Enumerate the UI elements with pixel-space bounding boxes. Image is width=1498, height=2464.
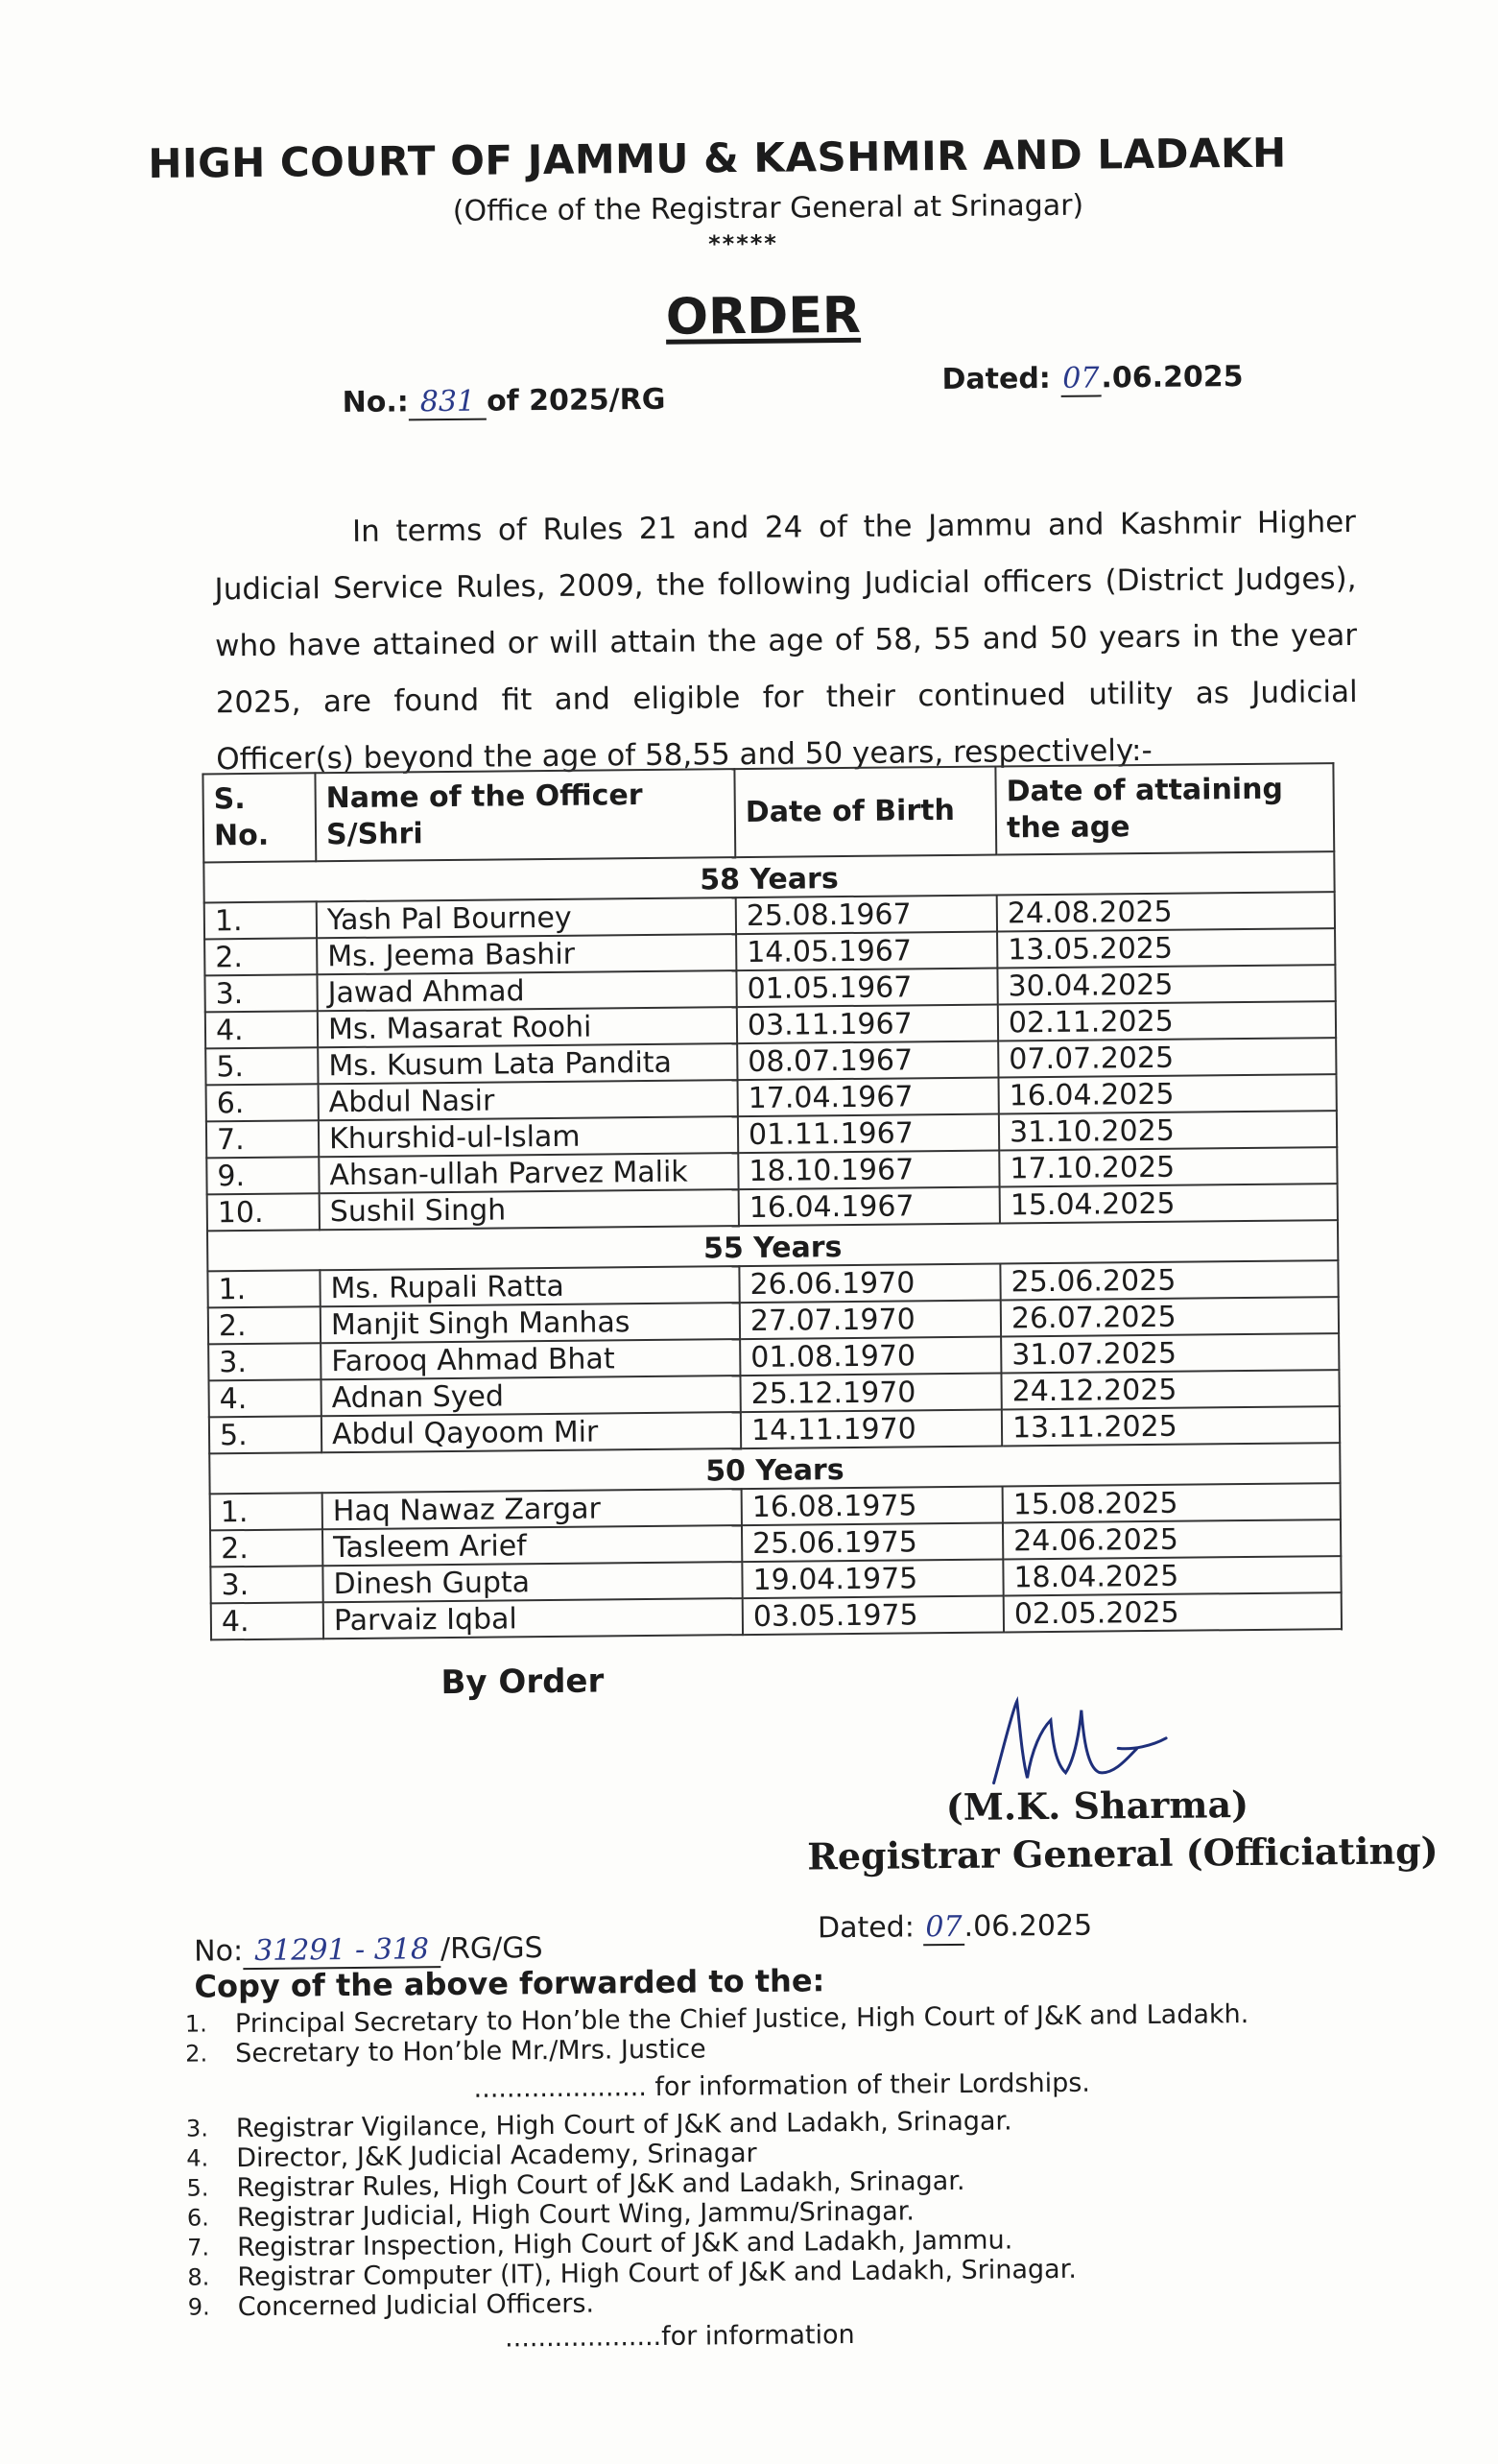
- cell-sno: 7.: [206, 1120, 319, 1158]
- cell-name: Tasleem Arief: [322, 1525, 742, 1566]
- cell-dob: 03.11.1967: [737, 1004, 998, 1043]
- list-item-number: 3.: [185, 2115, 209, 2142]
- stars-divider: *****: [708, 229, 779, 258]
- forward-number-label: No:: [194, 1934, 244, 1969]
- group-label: 58 Years: [203, 851, 1334, 902]
- cell-sno: 4.: [205, 1011, 318, 1048]
- forward-date-rest: .06.2025: [963, 1908, 1093, 1944]
- order-number: [343, 383, 666, 421]
- cell-dob: 14.05.1967: [736, 931, 997, 970]
- cell-sno: 5.: [209, 1416, 321, 1453]
- forward-number: [194, 1931, 543, 1970]
- cell-sno: 3.: [204, 974, 317, 1012]
- cell-dob: 01.08.1970: [740, 1336, 1001, 1376]
- cell-name: Ms. Rupali Ratta: [320, 1266, 739, 1306]
- list-item-number: 1.: [184, 2010, 207, 2038]
- list-item-text: Registrar Vigilance, High Court of J&K and Ladakh, Srinagar.: [235, 2106, 1012, 2144]
- cell-dob: 01.11.1967: [738, 1113, 999, 1153]
- cell-attain: 16.04.2025: [999, 1074, 1337, 1113]
- signatory-designation: Registrar General (Officiating): [807, 1829, 1439, 1878]
- cell-dob: 16.04.1967: [739, 1186, 1000, 1226]
- cell-dob: 25.12.1970: [740, 1373, 1001, 1412]
- cell-dob: 17.04.1967: [738, 1077, 999, 1116]
- cell-attain: 17.10.2025: [999, 1147, 1337, 1186]
- cell-name: Sushil Singh: [320, 1189, 739, 1230]
- signature-mark: [974, 1689, 1205, 1797]
- copy-forward-footer: ...................for information: [504, 2319, 855, 2354]
- cell-name: Dinesh Gupta: [322, 1562, 742, 1602]
- header-dob: Date of Birth: [734, 767, 996, 858]
- order-body-paragraph: In terms of Rules 21 and 24 of the Jammu and Kashmir Higher Judicial Service Rules, 2009, the following Judicial officers (District Judges), who have attained or will attain the age of 58, 55 and 50 years in the year 2025, are found fit and eligible for their continued utility as Judicial Officer(s) beyond the age of 58,55 and 50 years, respectively:-: [214, 504, 1358, 777]
- list-item-number: 6.: [186, 2204, 209, 2232]
- cell-name: Ms. Masarat Roohi: [318, 1007, 737, 1047]
- cell-sno: 2.: [210, 1529, 322, 1567]
- cell-dob: 18.10.1967: [738, 1150, 999, 1189]
- court-title: HIGH COURT OF JAMMU & KASHMIR AND LADAKH: [148, 129, 1287, 187]
- cell-attain: 31.07.2025: [1001, 1333, 1339, 1373]
- cell-attain: 31.10.2025: [999, 1111, 1337, 1150]
- header-attain: Date of attaining the age: [995, 763, 1334, 854]
- cell-name: Farooq Ahmad Bhat: [321, 1339, 740, 1379]
- cell-sno: 9.: [206, 1157, 319, 1194]
- cell-name: Abdul Nasir: [319, 1080, 738, 1120]
- copy-forward-heading: Copy of the above forwarded to the:: [194, 1962, 825, 2005]
- by-order-text: By Order: [440, 1662, 605, 1703]
- cell-name: Yash Pal Bourney: [317, 897, 736, 938]
- list-item-continuation: ..................... for information of their Lordships.: [473, 2068, 1091, 2104]
- list-item-text: Registrar Rules, High Court of J&K and Ladakh, Srinagar.: [236, 2165, 965, 2204]
- cell-name: Ms. Jeema Bashir: [317, 934, 736, 974]
- forward-date: [818, 1909, 1093, 1948]
- cell-name: Adnan Syed: [321, 1376, 740, 1416]
- group-label: 55 Years: [207, 1220, 1338, 1271]
- cell-attain: 25.06.2025: [1000, 1260, 1338, 1300]
- header-sno: S. No.: [202, 773, 316, 862]
- order-number-label: No.:: [342, 385, 410, 420]
- list-item-number: 5.: [186, 2174, 209, 2202]
- cell-sno: 1.: [210, 1493, 322, 1530]
- cell-name: Haq Nawaz Zargar: [322, 1489, 742, 1529]
- table-header-row: [202, 763, 1334, 862]
- officers-table-body: [203, 851, 1342, 1639]
- cell-sno: 2.: [208, 1306, 321, 1344]
- order-date-rest: .06.2025: [1101, 360, 1244, 395]
- list-item-text: Registrar Inspection, High Court of J&K and Ladakh, Jammu.: [237, 2225, 1013, 2263]
- cell-attain: 13.11.2025: [1002, 1406, 1340, 1446]
- cell-dob: 16.08.1975: [742, 1486, 1003, 1525]
- list-item-number: 4.: [186, 2144, 209, 2172]
- order-date-label: Dated:: [941, 361, 1051, 397]
- order-date: [941, 360, 1243, 398]
- signatory-name: (M.K. Sharma): [945, 1782, 1249, 1830]
- list-item-text: Concerned Judicial Officers.: [237, 2288, 595, 2323]
- list-item-number: 9.: [187, 2293, 210, 2321]
- forward-date-day: 07: [923, 1910, 964, 1946]
- copy-forward-list: [185, 1999, 1292, 2356]
- cell-dob: 19.04.1975: [742, 1559, 1003, 1598]
- cell-name: Abdul Qayoom Mir: [321, 1412, 741, 1452]
- officers-table: [202, 762, 1343, 1640]
- list-item-number: 8.: [187, 2263, 210, 2291]
- cell-dob: 25.06.1975: [742, 1522, 1003, 1562]
- cell-attain: 07.07.2025: [998, 1038, 1336, 1077]
- cell-attain: 30.04.2025: [997, 965, 1335, 1004]
- cell-sno: 3.: [208, 1343, 321, 1380]
- list-item-text: Director, J&K Judicial Academy, Srinagar: [236, 2138, 757, 2174]
- cell-name: Parvaiz Iqbal: [323, 1598, 743, 1639]
- list-item-text: Registrar Judicial, High Court Wing, Jammu/Srinagar.: [236, 2196, 915, 2234]
- list-item-text: Secretary to Hon’ble Mr./Mrs. Justice: [235, 2034, 706, 2069]
- order-date-day: 07: [1060, 361, 1102, 396]
- list-item-text: Principal Secretary to Hon’ble the Chief Justice, High Court of J&K and Ladakh.: [234, 1999, 1249, 2040]
- office-subtitle: (Office of the Registrar General at Srinagar): [452, 188, 1084, 228]
- cell-attain: 26.07.2025: [1001, 1297, 1339, 1336]
- cell-attain: 15.08.2025: [1003, 1483, 1341, 1522]
- cell-name: Manjit Singh Manhas: [321, 1303, 740, 1343]
- cell-attain: 24.08.2025: [997, 892, 1335, 931]
- cell-name: Ahsan-ullah Parvez Malik: [319, 1153, 738, 1193]
- cell-dob: 14.11.1970: [741, 1409, 1002, 1448]
- list-item-number: 7.: [187, 2234, 210, 2261]
- cell-dob: 01.05.1967: [736, 968, 997, 1007]
- cell-attain: 15.04.2025: [1000, 1184, 1338, 1223]
- cell-name: Ms. Kusum Lata Pandita: [318, 1043, 737, 1084]
- cell-name: Khurshid-ul-Islam: [319, 1116, 738, 1157]
- cell-attain: 18.04.2025: [1003, 1556, 1341, 1595]
- forward-number-value: 31291 - 318: [243, 1932, 440, 1970]
- cell-attain: 24.06.2025: [1003, 1519, 1341, 1559]
- cell-sno: 4.: [211, 1602, 323, 1639]
- cell-name: Jawad Ahmad: [317, 970, 736, 1011]
- cell-sno: 1.: [204, 901, 317, 939]
- cell-dob: 03.05.1975: [743, 1595, 1004, 1635]
- cell-dob: 25.08.1967: [736, 896, 997, 935]
- cell-sno: 3.: [210, 1566, 322, 1603]
- cell-dob: 08.07.1967: [737, 1041, 998, 1080]
- cell-attain: 02.11.2025: [998, 1001, 1336, 1041]
- forward-number-suffix: /RG/GS: [440, 1931, 543, 1967]
- order-number-suffix: of 2025/RG: [486, 382, 666, 419]
- cell-sno: 4.: [208, 1379, 321, 1417]
- cell-attain: 02.05.2025: [1004, 1592, 1342, 1632]
- list-item-number: 2.: [185, 2040, 208, 2068]
- cell-attain: 13.05.2025: [997, 928, 1335, 968]
- cell-attain: 24.12.2025: [1001, 1370, 1339, 1409]
- cell-sno: 5.: [205, 1047, 318, 1085]
- group-label: 50 Years: [209, 1443, 1340, 1494]
- header-name: Name of the Officer S/Shri: [315, 769, 735, 861]
- order-title: ORDER: [665, 286, 862, 347]
- list-item-text: Registrar Computer (IT), High Court of J&K and Ladakh, Srinagar.: [237, 2254, 1078, 2293]
- cell-sno: 10.: [207, 1193, 320, 1231]
- cell-sno: 1.: [207, 1270, 320, 1307]
- cell-dob: 27.07.1970: [740, 1300, 1001, 1339]
- forward-date-label: Dated:: [817, 1910, 915, 1946]
- cell-sno: 2.: [204, 938, 317, 975]
- cell-sno: 6.: [206, 1084, 319, 1121]
- cell-dob: 26.06.1970: [739, 1263, 1000, 1303]
- order-number-value: 831: [409, 385, 487, 421]
